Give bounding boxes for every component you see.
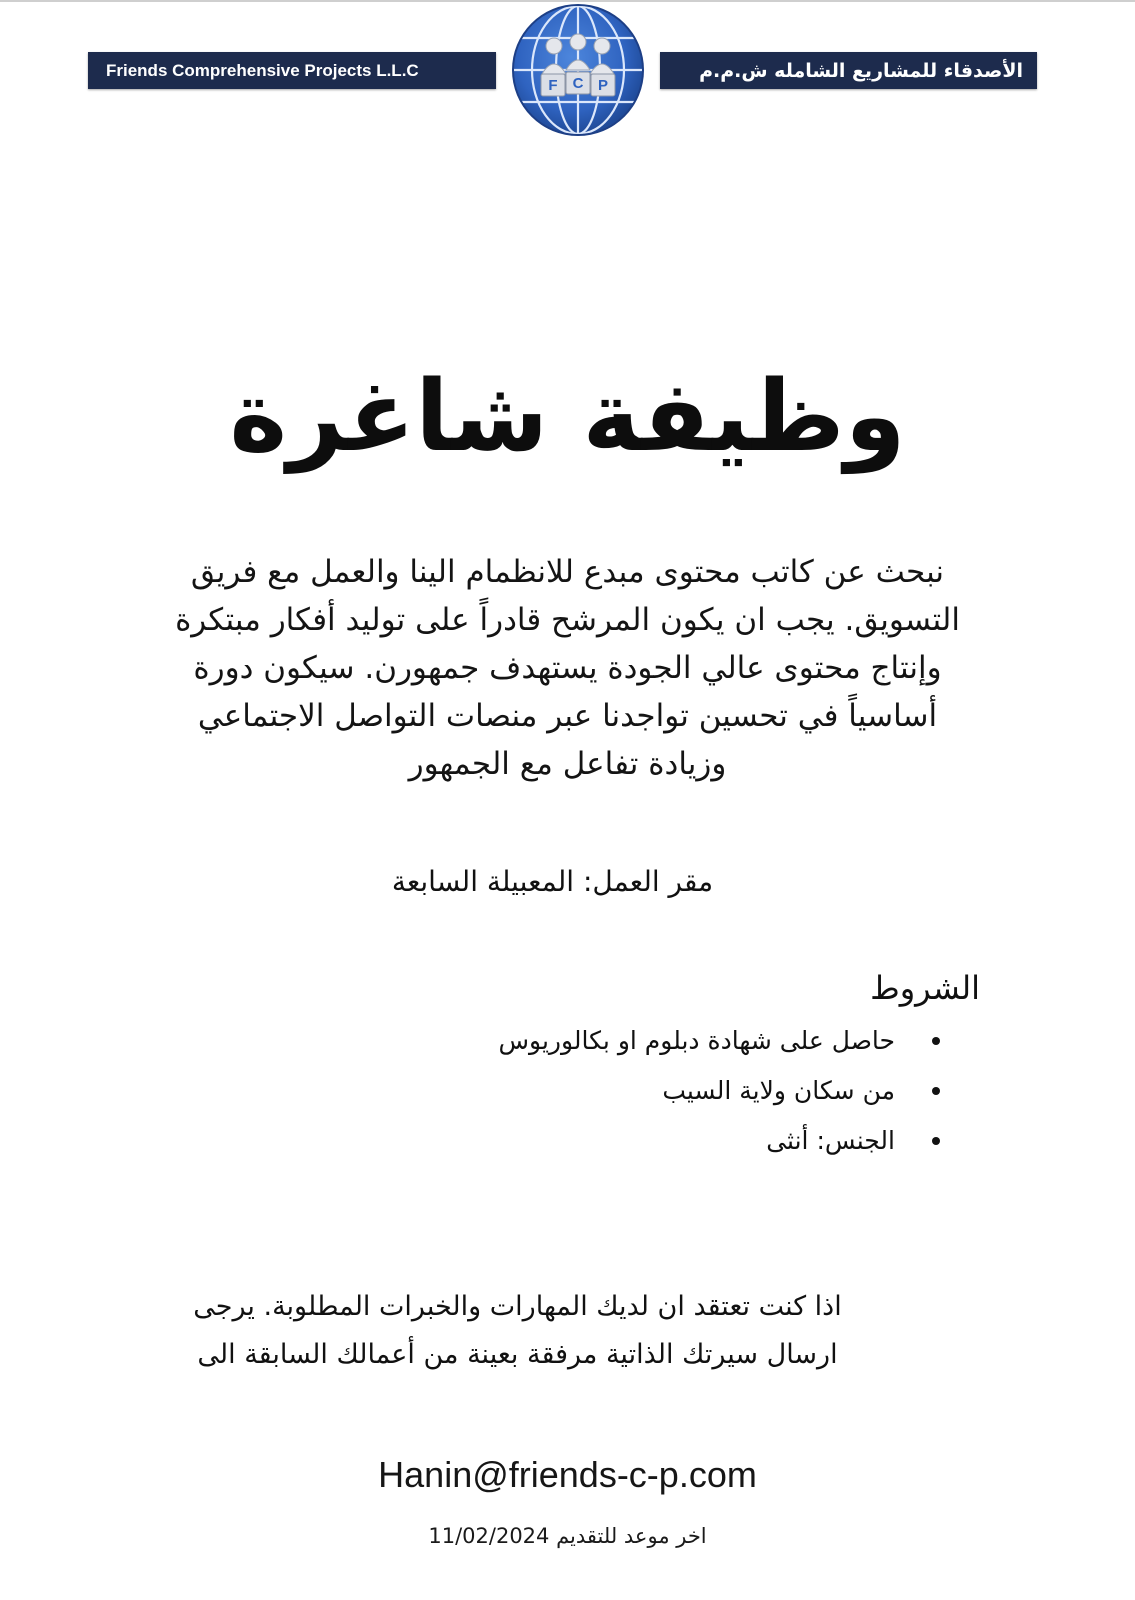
condition-text: الجنس: أنثى <box>766 1126 895 1155</box>
bullet-icon <box>932 1037 940 1045</box>
conditions-heading: الشروط <box>870 969 980 1007</box>
job-description-line: أساسياً في تحسين تواجدنا عبر منصات التواصل الاجتماعي <box>197 698 938 734</box>
condition-text: من سكان ولاية السيب <box>662 1076 895 1105</box>
bullet-icon <box>932 1137 940 1145</box>
contact-email[interactable]: Hanin@friends-c-p.com <box>378 1454 757 1495</box>
condition-item <box>499 1073 895 1123</box>
apply-line: ارسال سيرتك الذاتية مرفقة بعينة من أعمالك السابقة الى <box>197 1339 838 1370</box>
logo-letter-f: F <box>548 77 558 94</box>
condition-item <box>499 1023 895 1073</box>
job-description-line: وإنتاج محتوى عالي الجودة يستهدف جمهورن. سيكون دورة <box>193 650 942 686</box>
logo-letter-p: P <box>597 77 609 94</box>
conditions-list <box>499 1023 895 1173</box>
logo-letter-c: C <box>572 75 584 92</box>
company-name-english-banner <box>88 52 496 89</box>
apply-instructions <box>120 1283 915 1379</box>
job-description <box>100 548 1035 788</box>
company-name-arabic: الأصدقاء للمشاريع الشامله ش.م.م <box>699 59 1023 82</box>
page-title: وظيفة شاغرة <box>229 360 906 474</box>
apply-line: اذا كنت تعتقد ان لديك المهارات والخبرات المطلوبة. يرجى <box>193 1291 842 1322</box>
job-description-line: وزيادة تفاعل مع الجمهور <box>408 746 727 782</box>
condition-item <box>499 1123 895 1173</box>
company-name-arabic-banner <box>660 52 1037 89</box>
work-location: مقر العمل: المعبيلة السابعة <box>391 865 714 898</box>
job-description-line: التسويق. يجب ان يكون المرشح قادراً على توليد أفكار مبتكرة <box>175 602 960 638</box>
bullet-icon <box>932 1087 940 1095</box>
company-name-english: Friends Comprehensive Projects L.L.C <box>106 60 419 80</box>
job-description-line: نبحث عن كاتب محتوى مبدع للانظمام الينا والعمل مع فريق <box>190 554 945 590</box>
fcp-globe-logo <box>508 2 648 138</box>
application-deadline: اخر موعد للتقديم 11/02/2024 <box>428 1524 707 1548</box>
condition-text: حاصل على شهادة دبلوم او بكالوريوس <box>498 1026 895 1055</box>
